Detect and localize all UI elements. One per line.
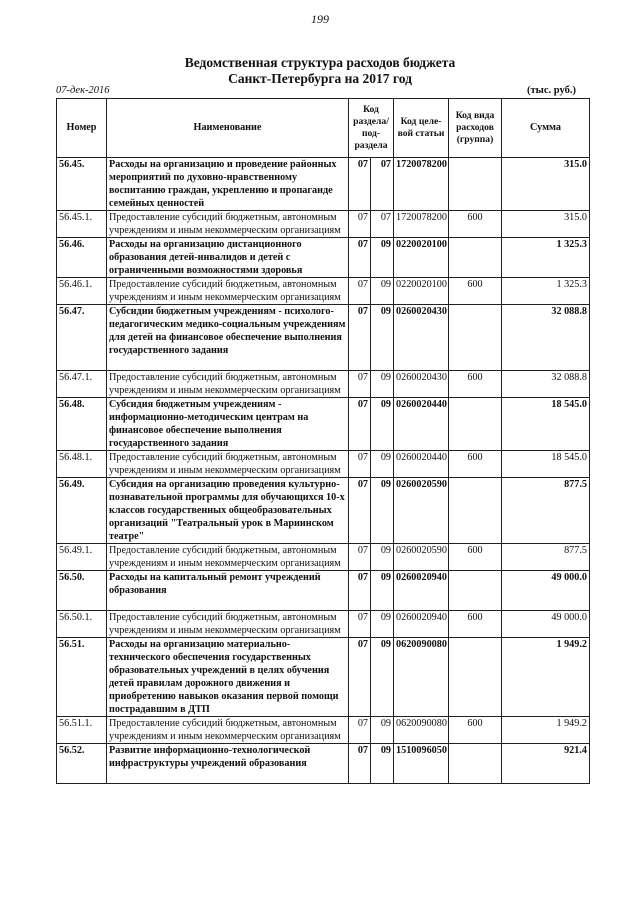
row-expense-type: 600 xyxy=(449,371,502,398)
row-expense-type xyxy=(449,305,502,371)
row-amount: 877.5 xyxy=(502,478,590,544)
table-row xyxy=(57,478,590,544)
row-expense-type: 600 xyxy=(449,544,502,571)
row-amount: 1 325.3 xyxy=(502,238,590,278)
row-target-code: 0260020440 xyxy=(394,398,449,451)
row-amount: 32 088.8 xyxy=(502,371,590,398)
row-subsection: 09 xyxy=(371,398,394,451)
row-subsection: 09 xyxy=(371,571,394,611)
row-target-code: 0260020430 xyxy=(394,305,449,371)
row-name: Расходы на организацию материально-технического обеспечения государственных образовательных учреждений в целях обучения детей правилам дорожного движения и приобретению навыков оказания первой помощи пострадавшим в ДТП xyxy=(107,638,349,717)
row-target-code: 0260020590 xyxy=(394,544,449,571)
row-target-code: 0620090080 xyxy=(394,717,449,744)
row-target-code: 0620090080 xyxy=(394,638,449,717)
row-name: Расходы на организацию и проведение районных мероприятий по духовно-нравственному воспитанию граждан, укреплению и пропаганде семейных ценностей xyxy=(107,158,349,211)
row-subsection: 09 xyxy=(371,305,394,371)
table-row xyxy=(57,451,590,478)
row-subsection: 09 xyxy=(371,278,394,305)
row-number: 56.50.1. xyxy=(57,611,107,638)
row-subsection: 09 xyxy=(371,544,394,571)
header-target: Код целе- вой статьи xyxy=(394,99,449,158)
table-row xyxy=(57,238,590,278)
row-target-code: 0260020430 xyxy=(394,371,449,398)
row-name: Субсидия на организацию проведения культурно-познавательной программы для обучающихся 10-х классов государственных общеобразовательных организаций "Театральный урок в Мариинском театре" xyxy=(107,478,349,544)
row-subsection: 09 xyxy=(371,638,394,717)
row-amount: 921.4 xyxy=(502,744,590,784)
row-section: 07 xyxy=(349,638,371,717)
row-expense-type: 600 xyxy=(449,611,502,638)
row-section: 07 xyxy=(349,544,371,571)
row-number: 56.46. xyxy=(57,238,107,278)
table-row xyxy=(57,158,590,211)
row-amount: 18 545.0 xyxy=(502,451,590,478)
row-expense-type: 600 xyxy=(449,451,502,478)
table-header-row xyxy=(57,99,590,158)
row-amount: 1 325.3 xyxy=(502,278,590,305)
row-name: Расходы на капитальный ремонт учреждений образования xyxy=(107,571,349,611)
table-row xyxy=(57,744,590,784)
row-subsection: 07 xyxy=(371,211,394,238)
header-amount: Сумма xyxy=(502,99,590,158)
row-amount: 49 000.0 xyxy=(502,571,590,611)
row-target-code: 1510096050 xyxy=(394,744,449,784)
row-target-code: 0260020440 xyxy=(394,451,449,478)
table-row xyxy=(57,278,590,305)
header-number: Номер xyxy=(57,99,107,158)
row-section: 07 xyxy=(349,278,371,305)
row-subsection: 09 xyxy=(371,451,394,478)
row-expense-type: 600 xyxy=(449,278,502,305)
row-number: 56.48. xyxy=(57,398,107,451)
document-title xyxy=(0,55,640,87)
table-row xyxy=(57,371,590,398)
row-expense-type: 600 xyxy=(449,717,502,744)
row-amount: 315.0 xyxy=(502,158,590,211)
row-target-code: 0260020940 xyxy=(394,571,449,611)
row-subsection: 09 xyxy=(371,478,394,544)
title-line-2: Санкт-Петербурга на 2017 год xyxy=(228,71,412,86)
document-date: 07-дек-2016 xyxy=(56,85,110,96)
row-subsection: 07 xyxy=(371,158,394,211)
row-number: 56.45. xyxy=(57,158,107,211)
row-name: Предоставление субсидий бюджетным, автономным учреждениям и иным некоммерческим организациям xyxy=(107,611,349,638)
row-number: 56.52. xyxy=(57,744,107,784)
row-amount: 49 000.0 xyxy=(502,611,590,638)
table-row xyxy=(57,305,590,371)
row-subsection: 09 xyxy=(371,371,394,398)
row-section: 07 xyxy=(349,571,371,611)
row-section: 07 xyxy=(349,451,371,478)
row-name: Предоставление субсидий бюджетным, автономным учреждениям и иным некоммерческим организациям xyxy=(107,278,349,305)
row-expense-type xyxy=(449,238,502,278)
row-target-code: 0260020940 xyxy=(394,611,449,638)
row-number: 56.46.1. xyxy=(57,278,107,305)
row-section: 07 xyxy=(349,158,371,211)
row-amount: 32 088.8 xyxy=(502,305,590,371)
header-name: Наименование xyxy=(107,99,349,158)
page-number: 199 xyxy=(311,12,329,26)
table-row xyxy=(57,398,590,451)
row-name: Расходы на организацию дистанционного образования детей-инвалидов и детей с ограниченными возможностями здоровья xyxy=(107,238,349,278)
row-subsection: 09 xyxy=(371,611,394,638)
row-name: Предоставление субсидий бюджетным, автономным учреждениям и иным некоммерческим организациям xyxy=(107,717,349,744)
row-section: 07 xyxy=(349,305,371,371)
row-section: 07 xyxy=(349,211,371,238)
row-subsection: 09 xyxy=(371,238,394,278)
row-subsection: 09 xyxy=(371,744,394,784)
budget-table xyxy=(56,98,590,784)
row-name: Предоставление субсидий бюджетным, автономным учреждениям и иным некоммерческим организациям xyxy=(107,544,349,571)
row-number: 56.49. xyxy=(57,478,107,544)
row-name: Предоставление субсидий бюджетным, автономным учреждениям и иным некоммерческим организациям xyxy=(107,211,349,238)
table-row xyxy=(57,571,590,611)
row-section: 07 xyxy=(349,371,371,398)
row-number: 56.51. xyxy=(57,638,107,717)
row-expense-type xyxy=(449,478,502,544)
row-target-code: 0220020100 xyxy=(394,278,449,305)
row-number: 56.45.1. xyxy=(57,211,107,238)
row-number: 56.51.1. xyxy=(57,717,107,744)
row-amount: 877.5 xyxy=(502,544,590,571)
row-section: 07 xyxy=(349,744,371,784)
row-expense-type xyxy=(449,638,502,717)
row-amount: 315.0 xyxy=(502,211,590,238)
row-target-code: 0260020590 xyxy=(394,478,449,544)
row-name: Субсидия бюджетным учреждениям - информационно-методическим центрам на финансовое обеспечение выполнения государственного задания xyxy=(107,398,349,451)
row-expense-type: 600 xyxy=(449,211,502,238)
table-row xyxy=(57,638,590,717)
row-section: 07 xyxy=(349,398,371,451)
row-number: 56.48.1. xyxy=(57,451,107,478)
row-amount: 1 949.2 xyxy=(502,717,590,744)
row-number: 56.49.1. xyxy=(57,544,107,571)
row-name: Субсидии бюджетным учреждениям - психолого-педагогическим медико-социальным учреждениям для детей на финансовое обеспечение выполнения государственного задания xyxy=(107,305,349,371)
row-expense-type xyxy=(449,398,502,451)
table-row xyxy=(57,211,590,238)
row-name: Предоставление субсидий бюджетным, автономным учреждениям и иным некоммерческим организациям xyxy=(107,371,349,398)
header-type: Код вида расходов (группа) xyxy=(449,99,502,158)
row-target-code: 0220020100 xyxy=(394,238,449,278)
row-section: 07 xyxy=(349,238,371,278)
row-number: 56.47.1. xyxy=(57,371,107,398)
row-section: 07 xyxy=(349,717,371,744)
row-expense-type xyxy=(449,158,502,211)
row-name: Развитие информационно-технологической инфраструктуры учреждений образования xyxy=(107,744,349,784)
row-section: 07 xyxy=(349,478,371,544)
row-section: 07 xyxy=(349,611,371,638)
table-row xyxy=(57,717,590,744)
row-expense-type xyxy=(449,744,502,784)
row-number: 56.50. xyxy=(57,571,107,611)
row-expense-type xyxy=(449,571,502,611)
table-row xyxy=(57,611,590,638)
header-section: Код раздела/ под- раздела xyxy=(349,99,394,158)
row-name: Предоставление субсидий бюджетным, автономным учреждениям и иным некоммерческим организациям xyxy=(107,451,349,478)
table-row xyxy=(57,544,590,571)
row-amount: 18 545.0 xyxy=(502,398,590,451)
row-subsection: 09 xyxy=(371,717,394,744)
units-label: (тыс. руб.) xyxy=(527,85,576,96)
row-target-code: 1720078200 xyxy=(394,211,449,238)
row-amount: 1 949.2 xyxy=(502,638,590,717)
title-line-1: Ведомственная структура расходов бюджета xyxy=(184,55,456,70)
row-target-code: 1720078200 xyxy=(394,158,449,211)
row-number: 56.47. xyxy=(57,305,107,371)
